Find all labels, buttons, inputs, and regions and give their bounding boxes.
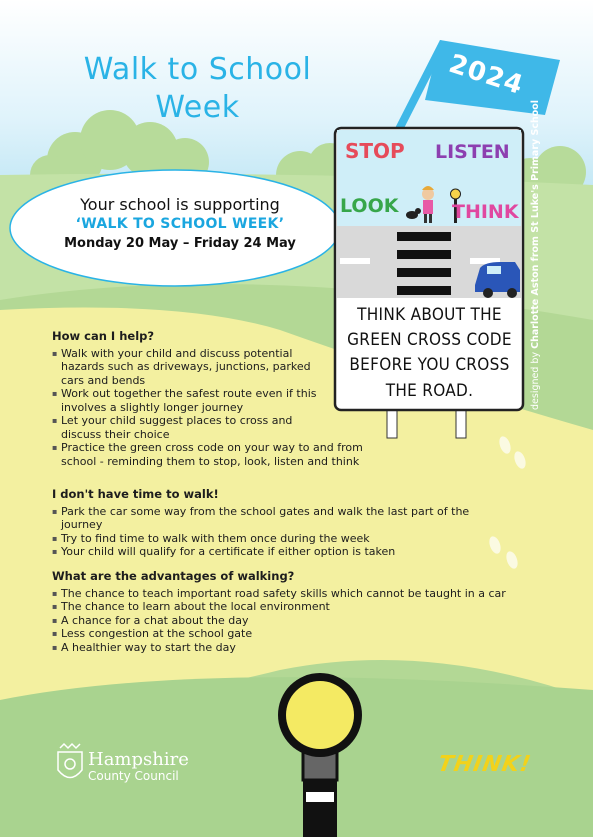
council-name: Hampshire	[88, 749, 189, 770]
list-item: ▪ Work out together the safest route even if this involves a slightly longer journey	[52, 387, 332, 414]
sign-word-listen: LISTEN	[435, 141, 510, 163]
list-item: ▪ A healthier way to start the day	[52, 641, 552, 655]
think-road-marking: THINK!	[435, 752, 534, 777]
list-item: ▪ The chance to learn about the local environment	[52, 600, 552, 614]
list-item: ▪ Let your child suggest places to cross and discuss their choice	[52, 414, 332, 441]
list-item: ▪ The chance to teach important road safety skills which cannot be taught in a car	[52, 587, 552, 601]
intro-line2: ‘WALK TO SCHOOL WEEK’	[75, 216, 285, 232]
list-item: ▪ Less congestion at the school gate	[52, 627, 552, 641]
list-item: ▪ Your child will qualify for a certificate if either option is taken	[52, 545, 522, 559]
list-item: ▪ Walk with your child and discuss potential hazards such as driveways, junctions, parked cars and bends	[52, 347, 332, 388]
sign-text-line2: GREEN CROSS CODE	[347, 330, 512, 350]
section-heading: How can I help?	[52, 329, 155, 343]
list-item: ▪ Practice the green cross code on your way to and from school - reminding them to stop, look, listen and think	[52, 441, 401, 468]
designer-name: Charlotte Aston from St Luke's Primary School	[530, 99, 541, 349]
council-subtitle: County Council	[88, 769, 179, 783]
section-heading: I don't have time to walk!	[52, 487, 219, 501]
sign-word-think: THINK	[452, 201, 519, 223]
list-item: ▪ A chance for a chat about the day	[52, 614, 552, 628]
page-title-line1: Walk to School	[83, 52, 312, 87]
sign-word-stop: STOP	[345, 139, 405, 163]
designer-prefix: designed by	[530, 351, 541, 410]
list-item: ▪ Try to find time to walk with them once during the week	[52, 532, 522, 546]
page-title-line2: Week	[155, 90, 240, 125]
sign-text-line1: THINK ABOUT THE	[357, 305, 502, 325]
flag-year: 2024	[445, 48, 528, 102]
sign-text-line4: THE ROAD.	[385, 381, 474, 401]
intro-dates: Monday 20 May – Friday 24 May	[64, 236, 296, 251]
intro-line1: Your school is supporting	[80, 195, 280, 214]
section-heading: What are the advantages of walking?	[52, 569, 295, 583]
list-item: ▪ Park the car some way from the school gates and walk the last part of the journey	[52, 505, 491, 532]
sign-text-line3: BEFORE YOU CROSS	[349, 355, 510, 375]
sign-word-look: LOOK	[340, 195, 399, 217]
